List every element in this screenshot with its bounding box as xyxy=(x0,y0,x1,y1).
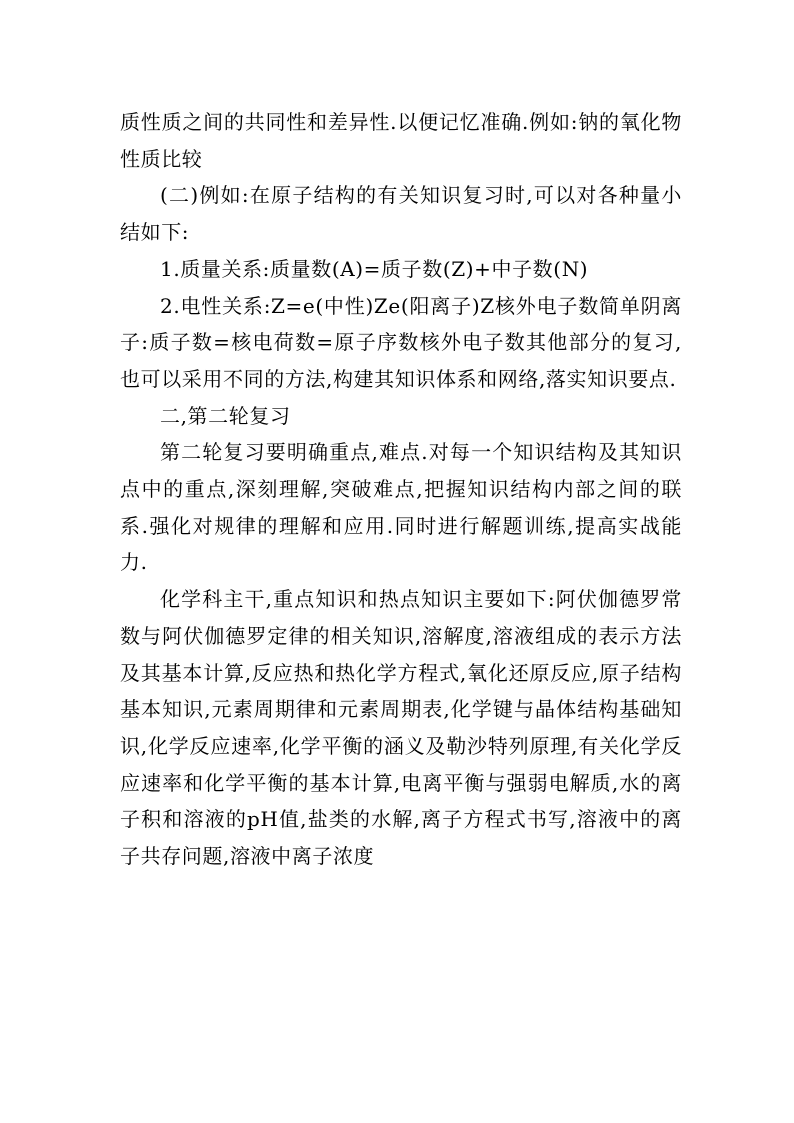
paragraph-1: 质性质之间的共同性和差异性.以便记忆准确.例如:钠的氧化物性质比较 xyxy=(120,110,682,171)
section-heading: 二,第二轮复习 xyxy=(160,403,291,428)
paragraph-4: 2.电性关系:Z=e(中性)Ze(阳离子)Z核外电子数简单阴离子:质子数=核电荷数=原子序数核外电子数其他部分的复习,也可以采用不同的方法,构建其知识体系和网络,落实知识要点. xyxy=(120,293,682,391)
paragraph-6: 化学科主干,重点知识和热点知识主要如下:阿伏伽德罗常数与阿伏伽德罗定律的相关知识,溶解度,溶液组成的表示方法及其基本计算,反应热和热化学方程式,氧化还原反应,原子结构基本知识,元素周期律和元素周期表,化学键与晶体结构基础知识,化学反应速率,化学平衡的涵义及勒沙特列原理,有关化学反应速率和化学平衡的基本计算,电离平衡与强弱电解质,水的离子积和溶液的pH值,盐类的水解,离子方程式书写,溶液中的离子共存问题,溶液中离子浓度 xyxy=(120,587,682,869)
paragraph-2: (二)例如:在原子结构的有关知识复习时,可以对各种量小结如下: xyxy=(120,183,682,245)
body-text xyxy=(120,104,682,875)
paragraph-5: 第二轮复习要明确重点,难点.对每一个知识结构及其知识点中的重点,深刻理解,突破难点,把握知识结构内部之间的联系.强化对规律的理解和应用.同时进行解题训练,提高实战能力. xyxy=(120,440,682,575)
paragraph-3: 1.质量关系:质量数(A)=质子数(Z)+中子数(N) xyxy=(160,256,589,281)
